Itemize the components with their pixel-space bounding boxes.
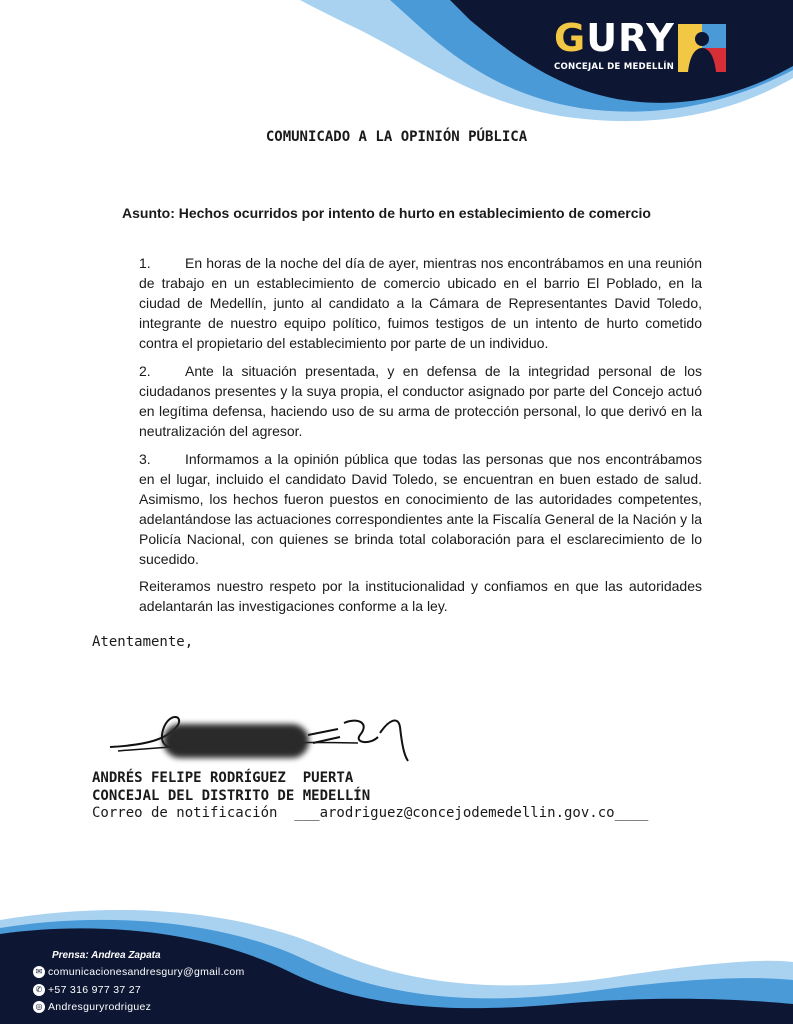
contact-email[interactable]: ✉ comunicacionesandresgury@gmail.com: [33, 966, 245, 980]
statement-list: [139, 253, 702, 577]
gury-logo: [548, 14, 738, 78]
document-title: COMUNICADO A LA OPINIÓN PÚBLICA: [265, 129, 528, 145]
flag-person-icon: [676, 22, 728, 74]
contact-instagram[interactable]: ◎ Andresguryrodriguez: [33, 1001, 151, 1015]
regards-text: Atentamente,: [92, 634, 194, 650]
item-number: 2.: [139, 363, 151, 379]
signer-block: [92, 769, 370, 805]
closing-paragraph: Reiteramos nuestro respeto por la institucionalidad y confiamos en que las autoridades adelantarán las investigaciones conforme a la ley.: [139, 578, 702, 614]
press-contact: Prensa: Andrea Zapata: [52, 950, 161, 961]
statement-item: [139, 253, 702, 353]
whatsapp-icon: ✆: [33, 984, 45, 996]
item-text: Informamos a la opinión pública que todas las personas que nos encontrábamos en el lugar, incluido el candidato David Toledo, se encuentran en buen estado de salud. Asimismo, los hechos fueron puestos en conocimiento de las autoridades competentes, adelantándose las actuaciones correspondientes ante la Fiscalía General de la Nación y la Policía Nacional, con quienes se brinda total colaboración para el esclarecimiento de lo sucedido.: [139, 451, 702, 567]
item-number: 1.: [139, 255, 151, 271]
contact-phone[interactable]: ✆ +57 316 977 37 27: [33, 984, 141, 998]
notification-email: Correo de notificación ___arodriguez@concejodemedellin.gov.co____: [92, 805, 649, 821]
statement-item: [139, 361, 702, 441]
item-number: 3.: [139, 451, 151, 467]
instagram-icon: ◎: [33, 1001, 45, 1013]
email-icon: ✉: [33, 966, 45, 978]
statement-item: [139, 449, 702, 569]
item-text: Ante la situación presentada, y en defensa de la integridad personal de los ciudadanos presentes y la suya propia, el conductor asignado por parte del Concejo actuó en legítima defensa, haciendo uso de su arma de protección personal, lo que derivó en la neutralización del agresor.: [139, 363, 702, 439]
signer-name: ANDRÉS FELIPE RODRÍGUEZ PUERTA: [92, 770, 354, 786]
logo-subtitle: CONCEJAL DE MEDELLÍN: [554, 62, 675, 72]
item-text: En horas de la noche del día de ayer, mientras nos encontrábamos en una reunión de trabajo en un establecimiento de comercio ubicado en el barrio El Poblado, en la ciudad de Medellín, junto al candidato a la Cámara de Representantes David Toledo, integrante de nuestro equipo político, fuimos testigos de un intento de hurto cometido contra el propietario del establecimiento por parte de un individuo.: [139, 255, 702, 351]
redaction-blur: [163, 724, 309, 758]
signer-position: CONCEJAL DEL DISTRITO DE MEDELLÍN: [92, 788, 371, 804]
document-subject: Asunto: Hechos ocurridos por intento de hurto en establecimiento de comercio: [122, 205, 651, 221]
logo-wordmark: GURY: [554, 16, 675, 60]
